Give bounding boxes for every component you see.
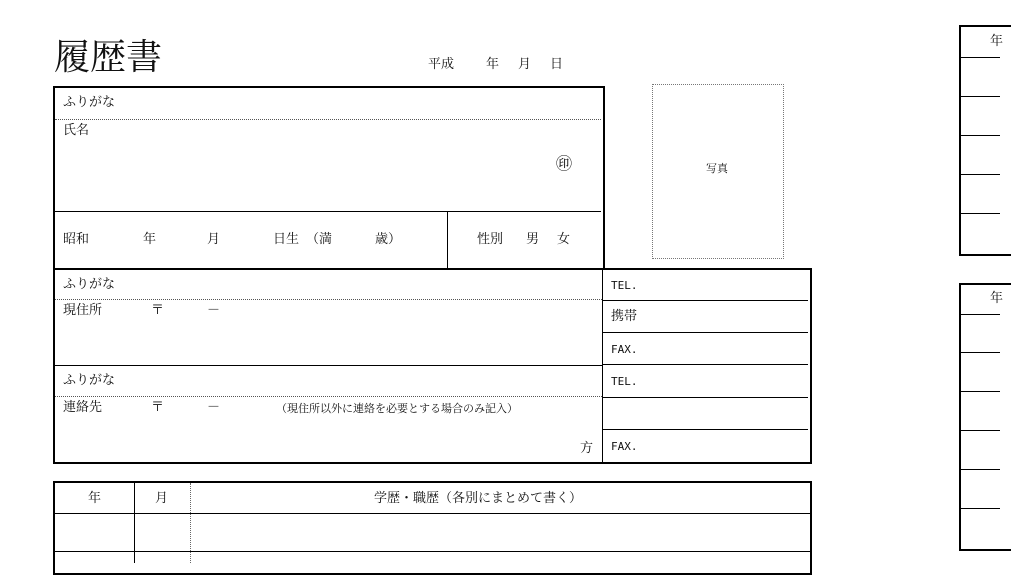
- date-era: 平成: [428, 57, 455, 72]
- seal-icon: ㊞: [556, 154, 573, 173]
- age-open-label: （満: [306, 232, 333, 247]
- contact-label: 連絡先: [63, 400, 103, 415]
- contact-furigana-divider: [55, 396, 602, 397]
- name-furigana-label: ふりがな: [63, 95, 116, 110]
- history-row-divider: [55, 551, 810, 552]
- history-col-year: 年: [88, 491, 102, 506]
- furigana-divider: [55, 119, 601, 120]
- page-title: 履歴書: [54, 37, 163, 78]
- gender-label: 性別: [477, 232, 504, 247]
- mobile-fax-divider: [603, 332, 808, 333]
- contact-suffix: 方: [580, 441, 594, 456]
- date-month: 月: [518, 57, 532, 72]
- gender-divider: [447, 211, 448, 268]
- right-top-row-1: [961, 57, 1000, 58]
- date-day: 日: [550, 57, 564, 72]
- address-postal-dash: －: [207, 303, 221, 318]
- contact-note: （現住所以外に連絡を必要とする場合のみ記入）: [276, 402, 518, 415]
- history-header-divider: [55, 513, 810, 514]
- fax-tel2-divider: [603, 364, 808, 365]
- right-top-row-4: [961, 174, 1000, 175]
- contact-tel-label: TEL.: [611, 375, 638, 388]
- history-col-detail: 学歴・職歴（各別にまとめて書く）: [374, 491, 583, 506]
- name-label: 氏名: [63, 123, 90, 138]
- tel-label: TEL.: [611, 279, 638, 292]
- birth-month-label: 月: [207, 232, 221, 247]
- tel-column-divider: [602, 270, 603, 462]
- right-bottom-row-5: [961, 469, 1000, 470]
- date-year: 年: [486, 57, 500, 72]
- address-label: 現住所: [63, 303, 103, 318]
- tel2-blank-divider: [603, 397, 808, 398]
- mobile-label: 携帯: [611, 309, 638, 324]
- male-label: 男: [526, 232, 540, 247]
- history-year-divider: [134, 483, 135, 563]
- right-bottom-header: 年: [990, 291, 1004, 306]
- right-top-row-2: [961, 96, 1000, 97]
- age-close-label: 歳）: [375, 232, 402, 247]
- right-bottom-row-6: [961, 508, 1000, 509]
- era-label: 昭和: [63, 232, 90, 247]
- address-contact-divider: [55, 365, 602, 366]
- right-top-row-5: [961, 213, 1000, 214]
- right-top-row-3: [961, 135, 1000, 136]
- right-bottom-row-3: [961, 391, 1000, 392]
- address-postal-mark: 〒: [151, 303, 165, 318]
- history-col-month: 月: [155, 491, 169, 506]
- birth-year-label: 年: [143, 232, 157, 247]
- address-furigana-divider: [55, 299, 602, 300]
- right-table-top: [959, 25, 1011, 256]
- address-furigana-label: ふりがな: [63, 277, 116, 292]
- right-top-header: 年: [990, 34, 1004, 49]
- contact-postal-mark: 〒: [151, 400, 165, 415]
- female-label: 女: [557, 232, 571, 247]
- address-section: [53, 268, 812, 464]
- fax-label: FAX.: [611, 343, 638, 356]
- birth-day-label: 日生: [273, 232, 300, 247]
- contact-fax-label: FAX.: [611, 440, 638, 453]
- name-divider: [55, 211, 601, 212]
- right-table-bottom: [959, 283, 1011, 551]
- blank-fax2-divider: [603, 429, 808, 430]
- right-bottom-row-2: [961, 352, 1000, 353]
- photo-label: 写真: [706, 162, 728, 175]
- right-bottom-row-4: [961, 430, 1000, 431]
- history-month-divider: [190, 483, 191, 563]
- tel-mobile-divider: [603, 300, 808, 301]
- contact-furigana-label: ふりがな: [63, 373, 116, 388]
- right-bottom-row-1: [961, 314, 1000, 315]
- contact-postal-dash: －: [207, 400, 221, 415]
